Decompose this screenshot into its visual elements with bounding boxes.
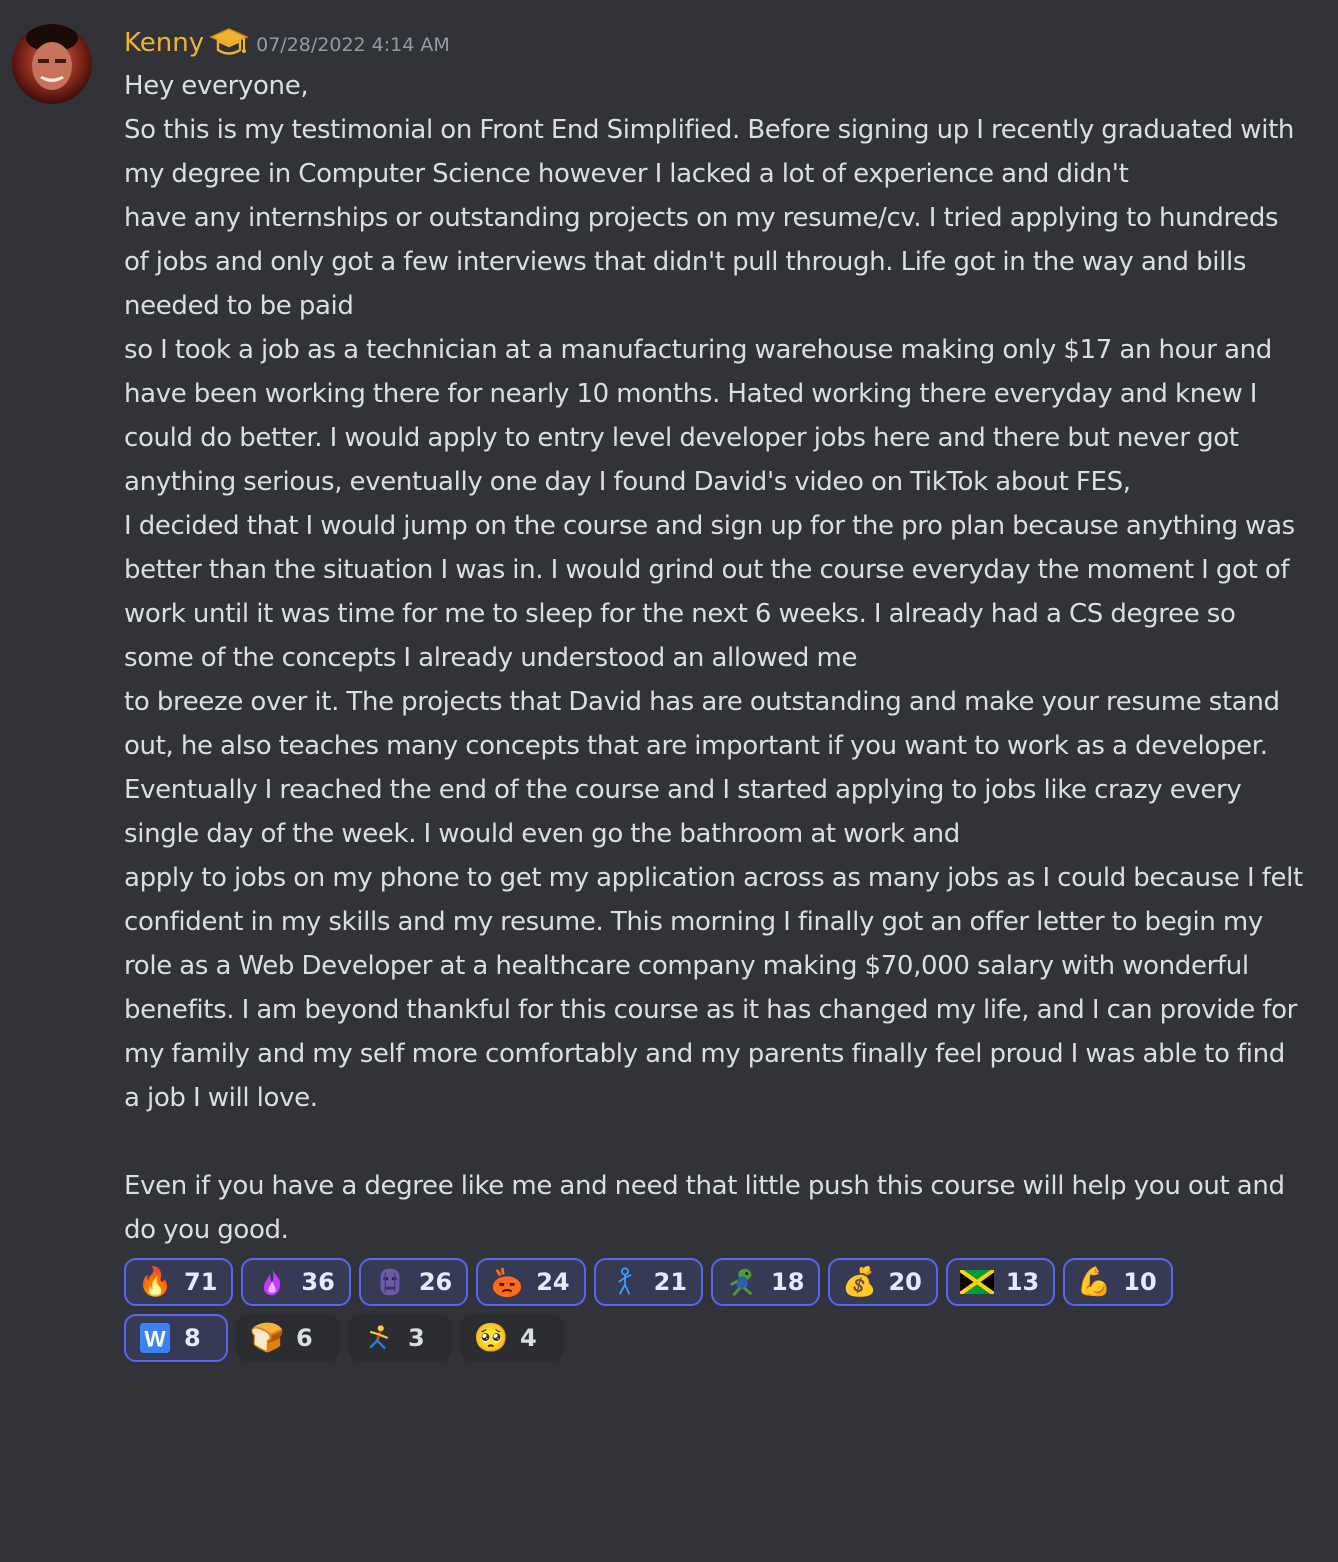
reaction-button[interactable] <box>241 1258 350 1306</box>
message-timestamp: 07/28/2022 4:14 AM <box>256 34 450 56</box>
reaction-count: 36 <box>301 1268 335 1296</box>
pleading-face-icon: 🥺 <box>473 1321 509 1354</box>
reaction-count: 3 <box>408 1324 425 1352</box>
pepe-run-icon <box>725 1265 759 1299</box>
w-letter-icon <box>138 1321 172 1355</box>
user-avatar[interactable] <box>12 24 92 104</box>
reaction-count: 6 <box>296 1324 313 1352</box>
bread-icon: 🍞 <box>249 1321 285 1354</box>
reaction-count: 4 <box>520 1324 537 1352</box>
username[interactable]: Kenny <box>124 28 205 58</box>
fire-icon: 🔥 <box>137 1265 173 1298</box>
reaction-button[interactable] <box>124 1258 233 1306</box>
reaction-count: 8 <box>184 1324 201 1352</box>
reaction-count: 21 <box>653 1268 688 1296</box>
reaction-button[interactable] <box>1063 1258 1172 1306</box>
reaction-button[interactable] <box>946 1258 1055 1306</box>
reaction-count: 26 <box>418 1268 453 1296</box>
reaction-count: 18 <box>771 1268 805 1296</box>
reaction-button[interactable] <box>460 1314 564 1362</box>
message-content: Hey everyone, So this is my testimonial on Front End Simplified. Before signing up I recently graduated with my degree in Computer Science however I lacked a lot of experience and didn't have any internships or outstanding projects on my resume/cv. I tried applying to hundreds of jobs and only got a few interviews that didn't pull through. Life got in the way and bills needed to be paid so I took a job as a technician at a manufacturing warehouse making only $17 an hour and have been working there for nearly 10 months. Hated working there everyday and knew I could do better. I would apply to entry level developer jobs here and there but never got anything serious, eventually one day I found David's video on TikTok about FES, I decided that I would jump on the course and sign up for the pro plan because anything was better than the situation I was in. I would grind out the course everyday the moment I got of work until it was time for me to sleep for the next 6 weeks. I already had a CS degree so some of the concepts I already understood an allowed me to breeze over it. The projects that David has are outstanding and make your resume stand out, he also teaches many concepts that are important if you want to work as a developer. Eventually I reached the end of the course and I started applying to jobs like crazy every single day of the week. I would even go the bathroom at work and apply to jobs on my phone to get my application across as many jobs as I could because I felt confident in my skills and my resume. This morning I finally got an offer letter to begin my role as a Web Developer at a healthcare company making $70,000 salary with wonderful benefits. I am beyond thankful for this course as it has changed my life, and I can provide for my family and my self more comfortably and my parents finally feel proud I was able to find a job I will love. Even if you have a degree like me and need that little push this course will help you out and do you good. <box>124 71 1303 1245</box>
reaction-button[interactable] <box>359 1258 468 1306</box>
message-header <box>124 22 1298 64</box>
dancing-figure-icon <box>362 1321 396 1355</box>
reaction-button[interactable] <box>124 1314 228 1362</box>
flexed-biceps-icon: 💪 <box>1076 1265 1112 1298</box>
reaction-button[interactable] <box>476 1258 585 1306</box>
reaction-button[interactable] <box>828 1258 937 1306</box>
reaction-count: 24 <box>536 1268 570 1296</box>
reaction-button[interactable] <box>711 1258 820 1306</box>
reaction-button[interactable] <box>348 1314 452 1362</box>
reaction-count: 13 <box>1005 1268 1040 1296</box>
graduation-cap-icon <box>210 26 248 60</box>
avatar-face-icon <box>12 24 92 104</box>
svg-text:W: W <box>144 1326 166 1352</box>
reactions-bar <box>124 1258 1244 1362</box>
money-bag-icon: 💰 <box>842 1265 877 1298</box>
reaction-button[interactable] <box>594 1258 703 1306</box>
angry-blob-icon <box>490 1265 524 1299</box>
jamaica-flag-icon <box>960 1265 994 1299</box>
reaction-count: 10 <box>1123 1268 1157 1296</box>
reaction-count: 20 <box>888 1268 922 1296</box>
reaction-button[interactable] <box>236 1314 340 1362</box>
purple-fire-icon <box>255 1265 289 1299</box>
reaction-count: 71 <box>184 1268 218 1296</box>
stick-figure-icon <box>608 1265 642 1299</box>
thanos-icon <box>373 1265 407 1299</box>
